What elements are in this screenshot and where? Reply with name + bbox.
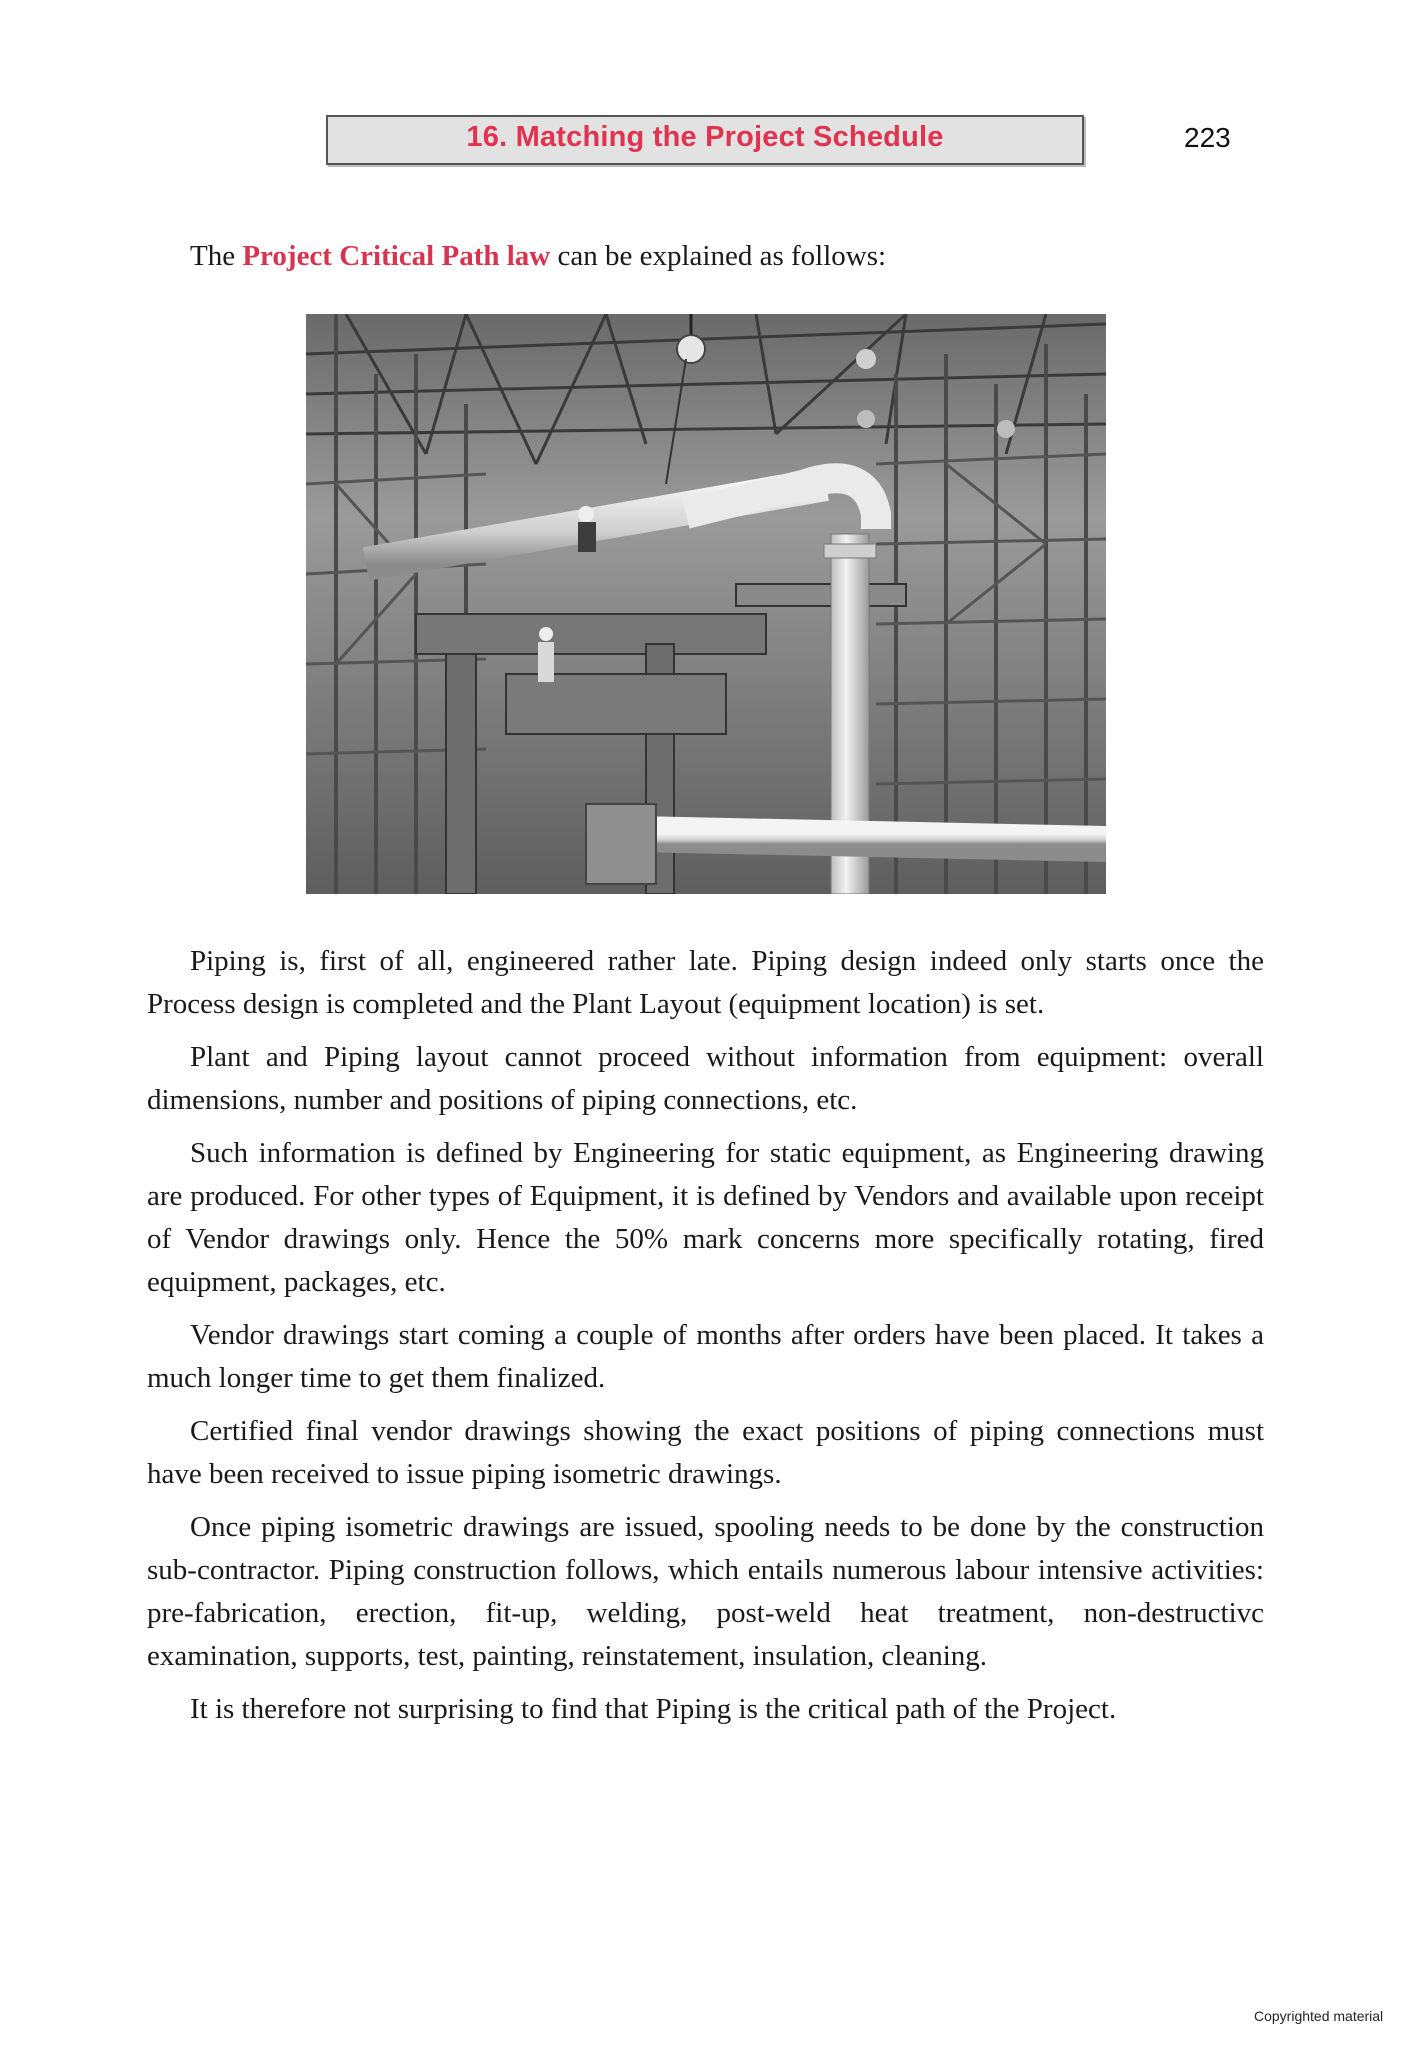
intro-highlight-term: Project Critical Path law (242, 240, 551, 272)
intro-after: can be explained as follows: (550, 240, 887, 272)
piping-construction-photo (306, 314, 1106, 894)
paragraph: It is therefore not surprising to find that Piping is the critical path of the Project. (190, 1693, 1117, 1725)
chapter-title: 16. Matching the Project Schedule (466, 120, 944, 153)
paragraph: Such information is defined by Engineering for static equipment, as Engineering drawing are produced. For other types of Equipment, it is defined by Vendors and available upon receipt of Vendor drawings only. Hence the 50% mark concerns more specifically rotating, fired equipment, packages, etc. (147, 1137, 1264, 1298)
copyright-notice: Copyrighted material (1254, 2008, 1384, 2024)
paragraph: Vendor drawings start coming a couple of months after orders have been placed. It takes a much longer time to get them finalized. (147, 1319, 1264, 1394)
intro-sentence (190, 238, 1270, 274)
paragraph: Once piping isometric drawings are issued, spooling needs to be done by the construction sub-contractor. Piping construction follows, which entails numerous labour intensive activities: pre-fabrication, erection, fit-up, welding, post-weld heat treatment, non-destructivc examination, supports, test, painting, reinstatement, insulation, cleaning. (147, 1511, 1264, 1672)
intro-before: The (190, 240, 243, 272)
paragraph: Piping is, first of all, engineered rather late. Piping design indeed only starts once the Process design is completed and the Plant Layout (equipment location) is set. (147, 945, 1264, 1020)
body-text (147, 940, 1264, 1741)
paragraph: Plant and Piping layout cannot proceed without information from equipment: overall dimensions, number and positions of piping connections, etc. (147, 1041, 1264, 1116)
paragraph: Certified final vendor drawings showing the exact positions of piping connections must have been received to issue piping isometric drawings. (147, 1415, 1264, 1490)
chapter-header-box (326, 115, 1084, 165)
photo-icon (306, 314, 1106, 894)
page-number: 223 (1184, 122, 1231, 153)
